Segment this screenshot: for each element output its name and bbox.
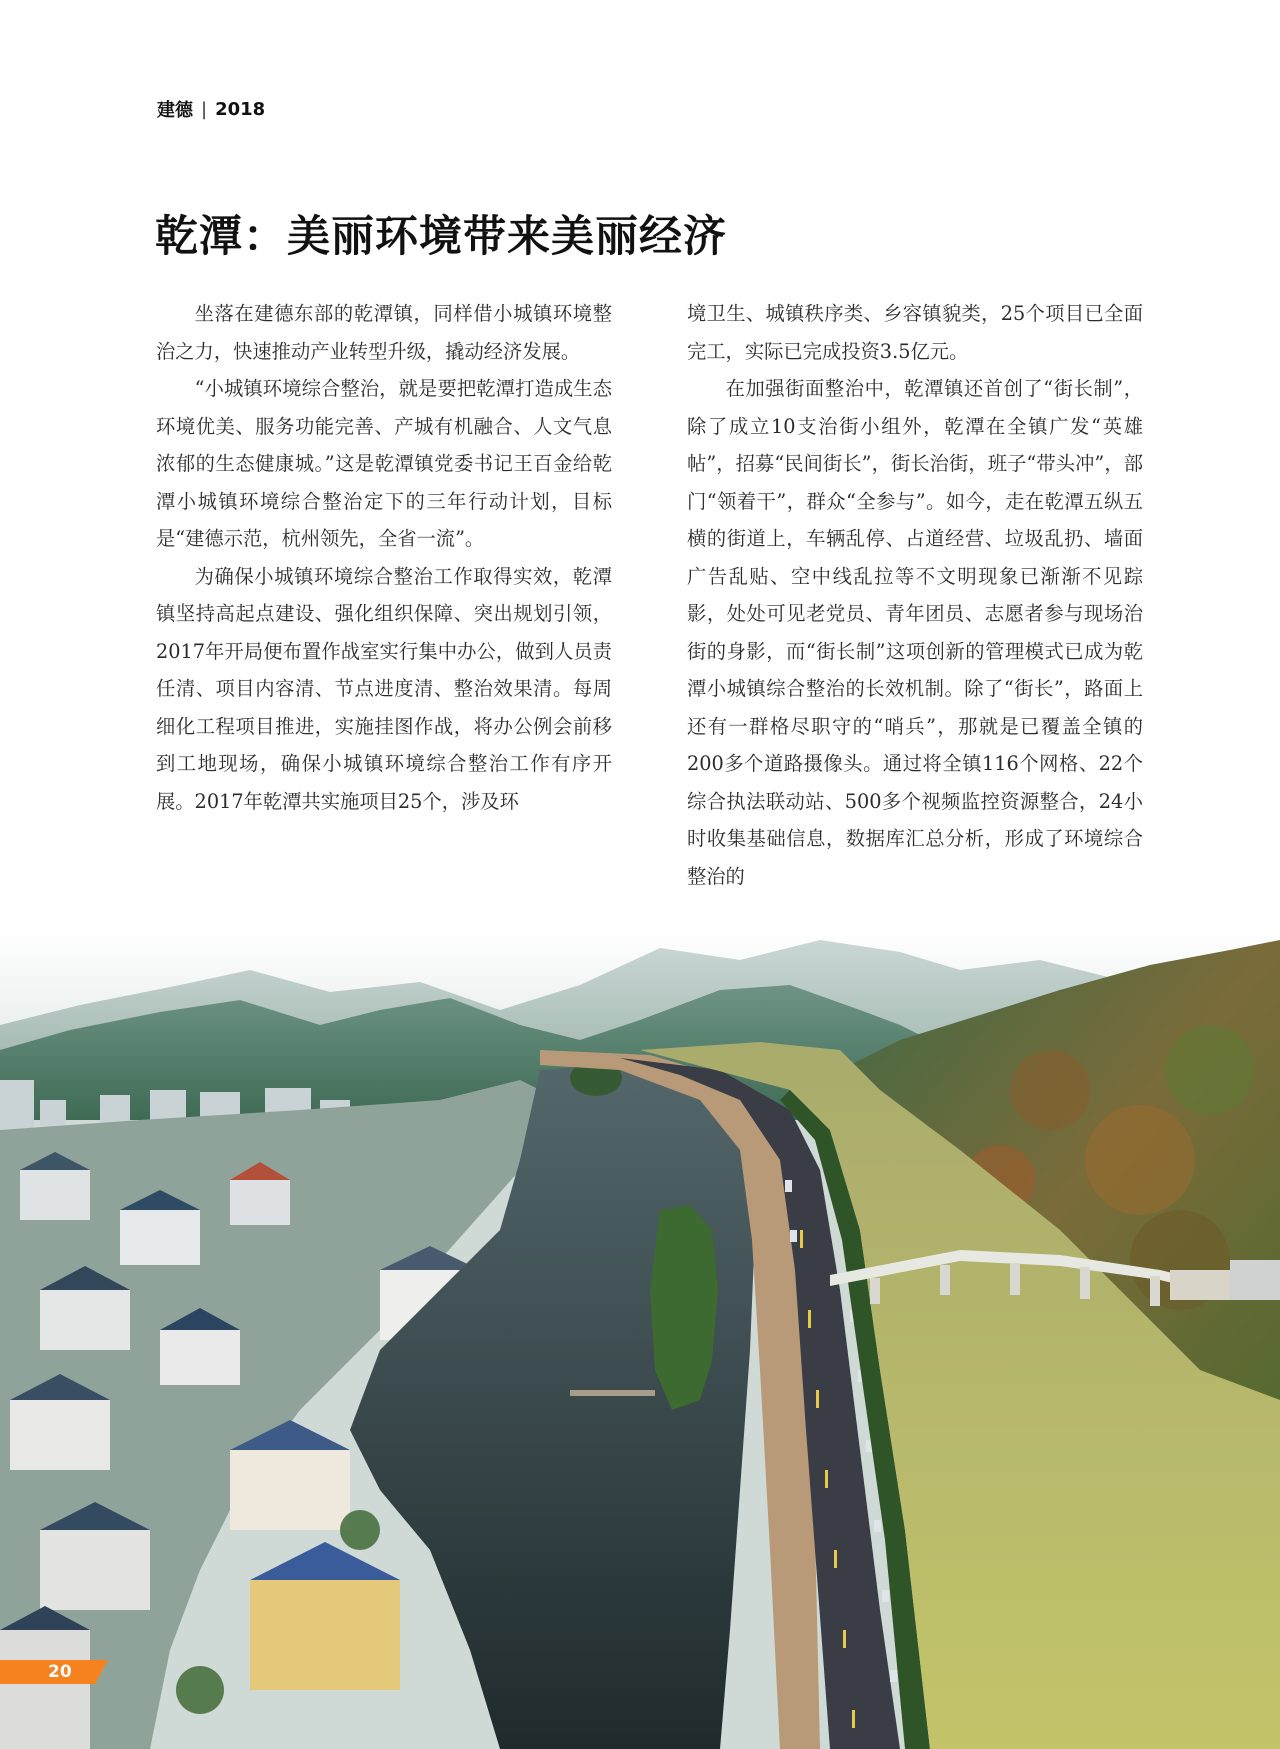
publication-name: 建德 <box>157 100 193 121</box>
running-header <box>157 94 265 124</box>
right-column <box>687 295 1143 895</box>
paragraph: 坐落在建德东部的乾潭镇，同样借小城镇环境整治之力，快速推动产业转型升级，撬动经济发展。 <box>156 302 612 363</box>
paragraph-continued: 境卫生、城镇秩序类、乡容镇貌类，25个项目已全面完工，实际已完成投资3.5亿元。 <box>687 302 1143 363</box>
paragraph: “小城镇环境综合整治，就是要把乾潭打造成生态环境优美、服务功能完善、产城有机融合、人文气息浓郁的生态健康城。”这是乾潭镇党委书记王百金给乾潭小城镇环境综合整治定下的三年行动计划，目标是“建德示范，杭州领先，全省一流”。 <box>156 377 612 550</box>
article-title: 乾潭：美丽环境带来美丽经济 <box>155 212 727 262</box>
paragraph: 在加强街面整治中，乾潭镇还首创了“街长制”，除了成立10支治街小组外，乾潭在全镇广发“英雄帖”，招募“民间街长”，街长治街，班子“带头冲”，部门“领着干”，群众“全参与”。如今，走在乾潭五纵五横的街道上，车辆乱停、占道经营、垃圾乱扔、墙面广告乱贴、空中线乱拉等不文明现象已渐渐不见踪影，处处可见老党员、青年团员、志愿者参与现场治街的身影，而“街长制”这项创新的管理模式已成为乾潭小城镇综合整治的长效机制。除了“街长”，路面上还有一群格尽职守的“哨兵”，那就是已覆盖全镇的200多个道路摄像头。通过将全镇116个网格、22个综合执法联动站、500多个视频监控资源整合，24小时收集基础信息，数据库汇总分析，形成了环境综合整治的 <box>687 377 1143 888</box>
left-column <box>156 295 612 820</box>
paragraph: 为确保小城镇环境综合整治工作取得实效，乾潭镇坚持高起点建设、强化组织保障、突出规划引领，2017年开局便布置作战室实行集中办公，做到人员责任清、项目内容清、节点进度清、整治效果清。每周细化工程项目推进，实施挂图作战，将办公例会前移到工地现场，确保小城镇环境综合整治工作有序开展。2017年乾潭共实施项目25个，涉及环 <box>156 564 612 813</box>
aerial-photo <box>0 930 1280 1749</box>
header-separator: | <box>201 98 208 120</box>
publication-year: 2018 <box>215 98 266 120</box>
aerial-river-town-illustration <box>0 930 1280 1749</box>
page-number: 20 <box>48 1662 72 1682</box>
